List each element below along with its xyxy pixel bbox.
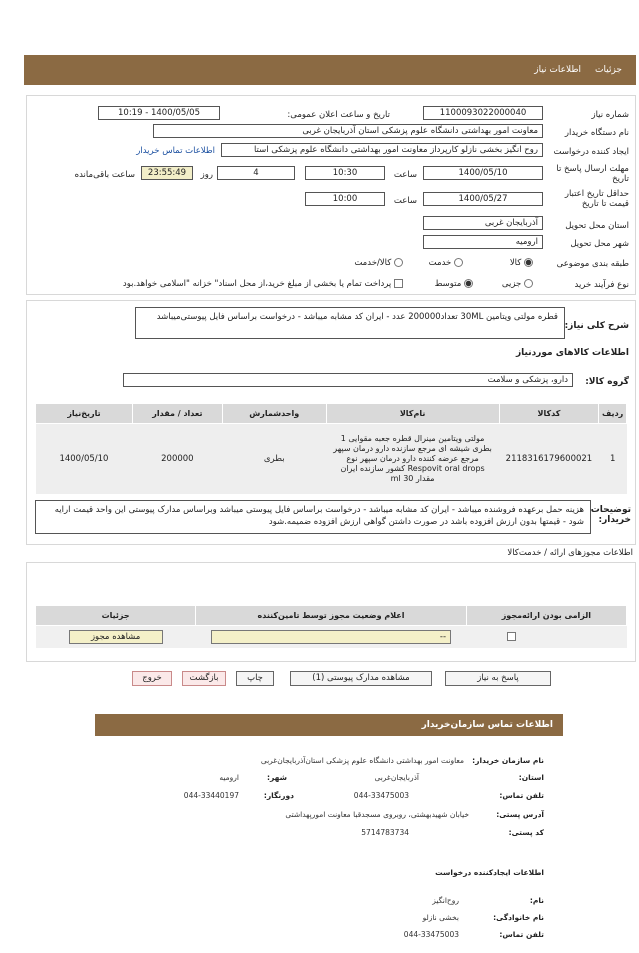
category-label: طبقه بندی موضوعی — [556, 259, 629, 269]
top-nav-bar — [24, 55, 636, 85]
remaining-label: ساعت باقی‌مانده — [74, 170, 135, 180]
col-date: تاریخ‌نیاز — [36, 404, 133, 424]
contact-city-label: شهر: — [267, 773, 287, 782]
tab-need-info[interactable]: اطلاعات نیاز — [534, 65, 582, 75]
contact-city-value: ارومیه — [219, 773, 239, 782]
contact-org-value: معاونت امور بهداشتی دانشگاه علوم پزشکی استان‌آذربایجان‌غربی — [260, 756, 464, 765]
contact-address-value: خیابان شهیدبهشتی، روبروی مسجدقبا معاونت امورپهداشتی — [285, 810, 469, 819]
goods-table — [35, 403, 627, 494]
creator-family-value: بخشی نازلو — [422, 913, 459, 922]
validity-date-field: 1400/05/27 — [423, 192, 543, 206]
treasury-payment-option[interactable]: پرداخت تمام یا بخشی از مبلغ خرید،از محل اسناد" خزانه "اسلامی خواهد.بود — [123, 279, 403, 289]
contact-postal-label: کد پستی: — [508, 828, 544, 837]
deadline-time-label: ساعت — [393, 170, 417, 180]
need-summary-panel — [26, 300, 636, 545]
need-info-panel — [26, 95, 636, 295]
province-field: آذربایجان غربی — [423, 216, 543, 230]
medium-radio-icon[interactable] — [464, 279, 473, 288]
summary-label: شرح کلی نیاز: — [564, 321, 629, 331]
goods-radio-icon[interactable] — [524, 258, 533, 267]
permits-title: اطلاعات مجوزهای ارائه / خدمت‌کالا — [507, 548, 633, 558]
row-code: 2118316179600021 — [505, 453, 593, 464]
view-attachments-button[interactable]: مشاهده مدارک پیوستی (1) — [290, 671, 432, 686]
process-label: نوع فرآیند خرید — [574, 280, 629, 290]
announce-label: تاریخ و ساعت اعلان عمومی: — [287, 110, 390, 120]
reply-button[interactable]: پاسخ به نیاز — [445, 671, 551, 686]
days-field: 4 — [217, 166, 295, 180]
summary-box: قطره مولتی ویتامین 30ML تعداد200000 عدد - ایران کد مشابه میباشد - درخواست براساس فایل پیوستی‌میباشد — [135, 307, 565, 339]
row-index: 1 — [609, 453, 616, 464]
announce-field: 1400/05/05 - 10:19 — [98, 106, 220, 120]
validity-time-label: ساعت — [393, 196, 417, 206]
col-name: نام‌کالا — [326, 404, 499, 424]
creator-phone-label: تلفن تماس: — [499, 930, 544, 939]
col-code: کدکالا — [499, 404, 599, 424]
permit-status-field[interactable]: -- — [211, 630, 451, 644]
permits-table — [35, 605, 627, 648]
city-label: شهر محل تحویل — [570, 239, 629, 249]
process-medium-option[interactable]: متوسط — [435, 279, 473, 289]
contact-phone-value: 044-33475003 — [353, 791, 409, 800]
permits-table-header — [36, 606, 627, 626]
buyer-org-label: نام دستگاه خریدار — [564, 128, 629, 138]
category-service-option[interactable]: خدمت — [429, 258, 463, 268]
deadline-date-field: 1400/05/10 — [423, 166, 543, 180]
tab-details[interactable]: جزئیات — [595, 65, 622, 75]
deadline-time-field: 10:30 — [305, 166, 385, 180]
print-button[interactable]: چاپ — [236, 671, 274, 686]
buyer-notes-label: توضیحات خریدار: — [590, 505, 631, 525]
goods-group-field: دارو، پزشکی و سلامت — [123, 373, 573, 387]
goods-group-label: گروه کالا: — [585, 377, 629, 387]
treasury-checkbox-icon[interactable] — [394, 279, 403, 288]
minor-radio-icon[interactable] — [524, 279, 533, 288]
buyer-org-field: معاونت امور بهداشتی دانشگاه علوم پزشکی استان آذربایجان غربی — [153, 124, 543, 138]
goods-info-title: اطلاعات کالاهای موردنیاز — [515, 348, 629, 358]
creator-name-value: روح‌انگیز — [432, 896, 459, 905]
need-number-field: 1100093022000040 — [423, 106, 543, 120]
contact-province-label: استان: — [518, 773, 544, 782]
col-qty: تعداد / مقدار — [132, 404, 222, 424]
city-field: ارومیه — [423, 235, 543, 249]
validity-time-field: 10:00 — [305, 192, 385, 206]
service-radio-icon[interactable] — [454, 258, 463, 267]
contact-section-header: اطلاعات تماس سازمان‌خریدار — [95, 714, 563, 736]
col-permit-status: اعلام وضعیت مجوز توسط تامین‌کننده — [196, 606, 466, 626]
row-name: مولتی ویتامین مینرال قطره جعبه مقوایی 1 بطری شیشه ای مرجع سازنده دارو درمان سپهر مرجع عرضه کننده دارو درمان سپهر نوع Respovit oral drops کشور سازنده ایران مقدار 30 ml — [333, 433, 492, 483]
contact-postal-value: 5714783734 — [361, 828, 409, 837]
creator-family-label: نام خانوادگی: — [493, 913, 544, 922]
contact-phone-label: تلفن تماس: — [499, 791, 544, 800]
contact-fax-value: 044-33440197 — [183, 791, 239, 800]
exit-button[interactable]: خروج — [132, 671, 172, 686]
remaining-time-field: 23:55:49 — [141, 166, 193, 180]
permit-required-checkbox[interactable] — [507, 632, 516, 641]
creator-name-label: نام: — [529, 896, 544, 905]
permits-panel — [26, 562, 636, 662]
days-label: روز — [200, 170, 213, 180]
creator-phone-value: 044-33475003 — [403, 930, 459, 939]
contact-fax-label: دورنگار: — [263, 791, 294, 800]
table-row — [36, 424, 627, 494]
creator-label: ایجاد کننده درخواست — [553, 147, 629, 157]
back-button[interactable]: بازگشت — [182, 671, 226, 686]
row-date: 1400/05/10 — [59, 453, 109, 464]
goods-service-radio-icon[interactable] — [394, 258, 403, 267]
province-label: استان محل تحویل — [565, 221, 629, 231]
contact-org-label: نام سازمان خریدار: — [472, 756, 544, 765]
contact-address-label: آدرس پستی: — [496, 810, 544, 819]
contact-province-value: آذربایجان‌غربی — [374, 773, 419, 782]
creator-field: روح انگیز بخشی نازلو کارپرداز معاونت امور بهداشتی دانشگاه علوم پزشکی استا — [221, 143, 543, 157]
goods-table-header — [36, 404, 627, 424]
creator-info-title: اطلاعات ایجادکننده درخواست — [435, 868, 544, 877]
deadline-label: مهلت ارسال پاسخ تا تاریخ — [556, 164, 629, 184]
category-goods-option[interactable]: کالا — [510, 258, 533, 268]
row-unit: بطری — [263, 453, 285, 464]
row-qty: 200000 — [161, 453, 194, 464]
buyer-contact-link[interactable]: اطلاعات تماس خریدار — [136, 146, 215, 156]
col-index: ردیف — [599, 404, 627, 424]
need-number-label: شماره نیاز — [591, 110, 629, 120]
col-unit: واحدشمارش — [222, 404, 326, 424]
process-minor-option[interactable]: جزیی — [502, 279, 533, 289]
col-permit-details: جزئیات — [36, 606, 196, 626]
view-permit-button[interactable]: مشاهده مجوز — [69, 630, 163, 644]
category-goods-service-option[interactable]: کالا/خدمت — [354, 258, 403, 268]
validity-label: حداقل تاریخ اعتبار قیمت تا تاریخ — [564, 189, 629, 209]
col-permit-required: الزامی بودن ارائه‌مجوز — [466, 606, 626, 626]
table-row — [36, 626, 627, 648]
buyer-notes-box: هزینه حمل برعهده فروشنده میباشد - ایران کد مشابه میباشد - درخواست براساس فایل پیوستی میباشد وبراساس مدارک پیوستی این واحد قیمت ارایه شود - قیمتها بدون ارزش افزوده باشد در صورت داشتن گواهی ارزش افزوده ضمیمه.شود — [35, 500, 591, 534]
